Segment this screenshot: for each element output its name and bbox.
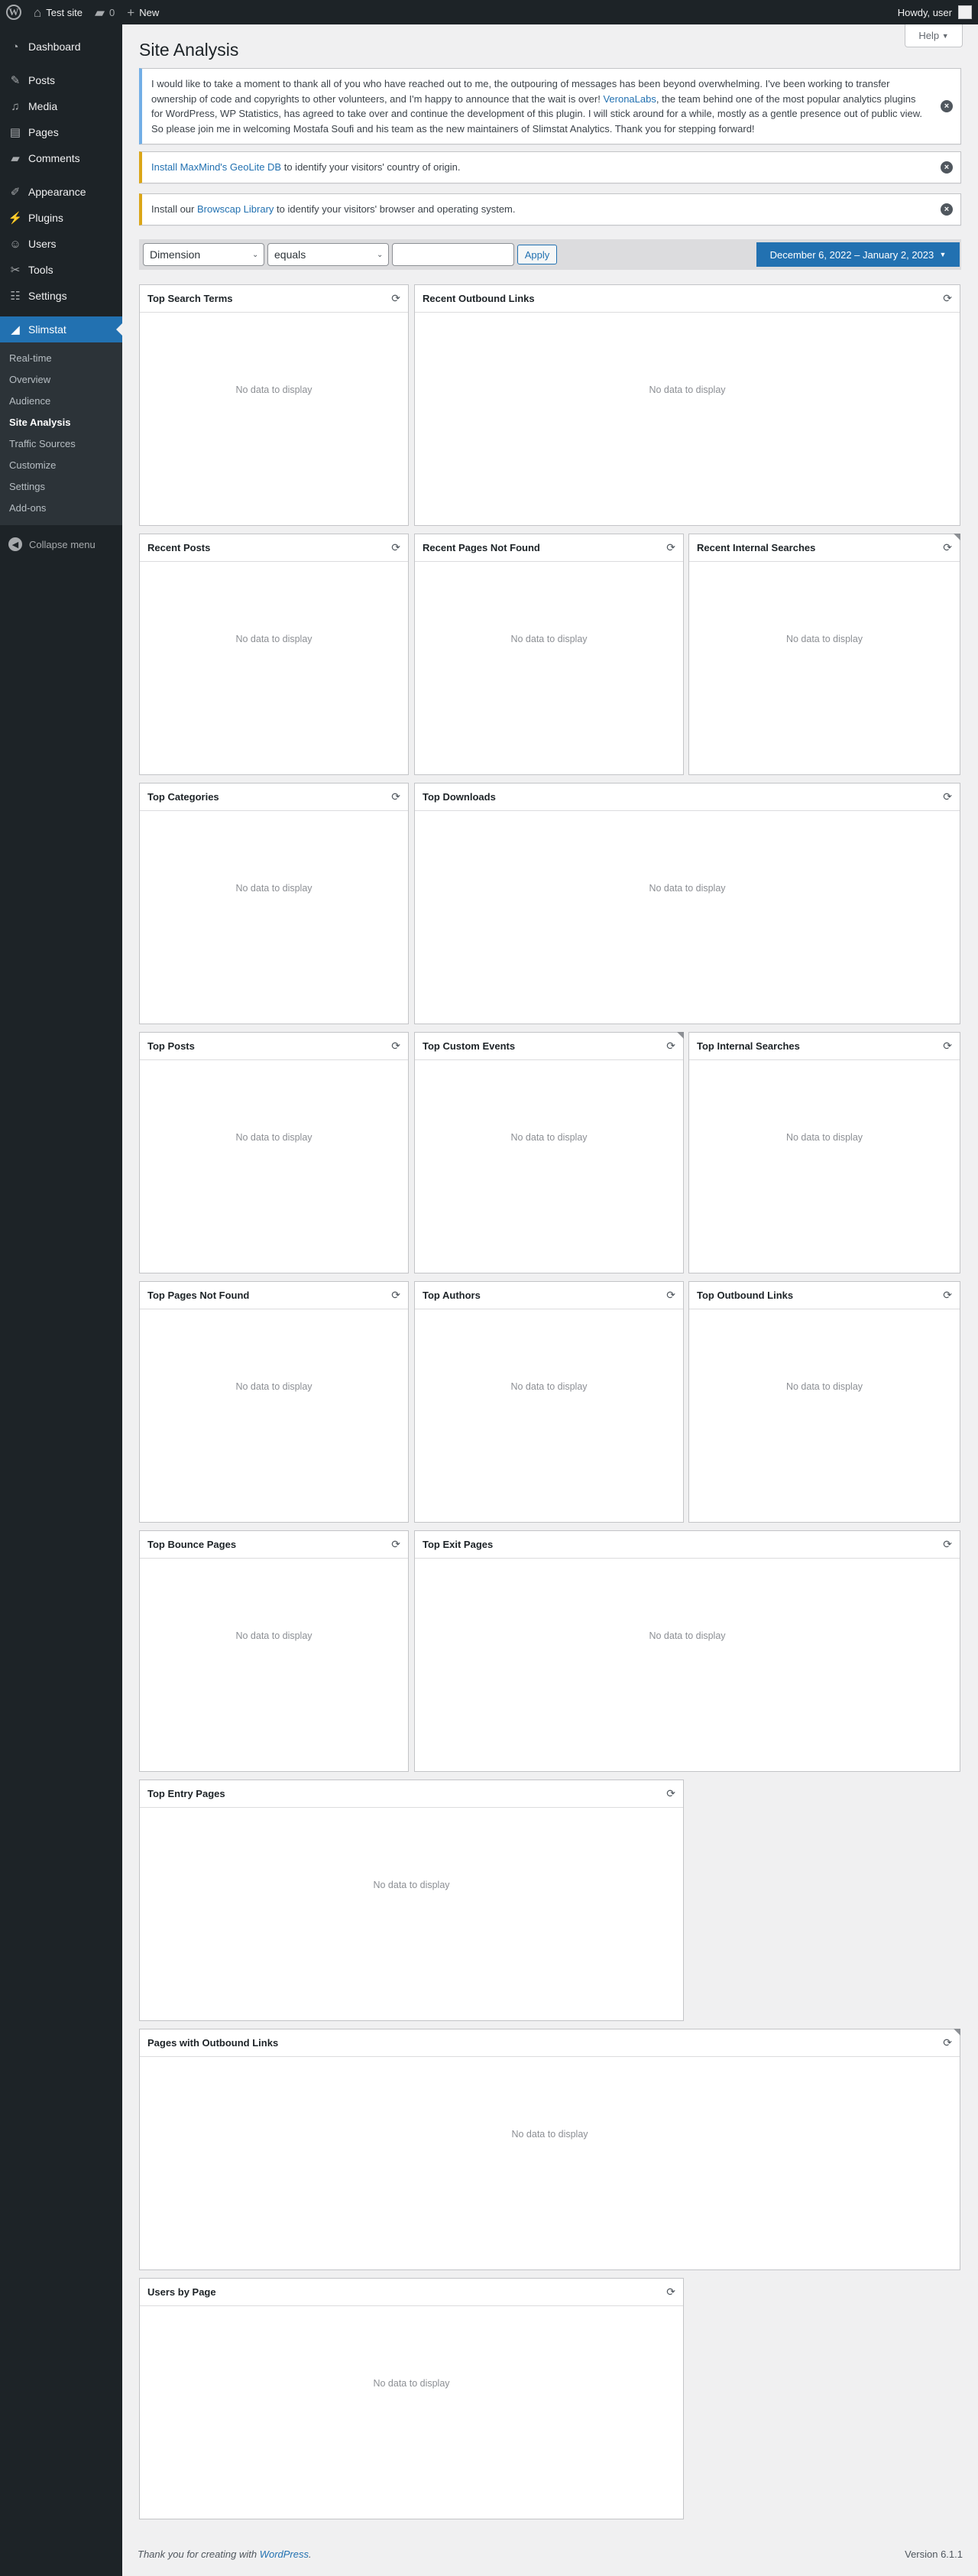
report-box bbox=[414, 1032, 684, 1273]
empty-message: No data to display bbox=[373, 2378, 450, 2389]
chart-icon: ◢ bbox=[11, 323, 20, 336]
refresh-icon[interactable]: ⟳ bbox=[943, 1538, 952, 1550]
notice-text: , the team behind one of the most popular analytics plugins for WordPress, WP Statistics, has agreed to take over and continue the development of this plugin. I will stick around for a while, mostly as a gentle presence out of public view. So please join me in welcoming Mostafa Soufi and his team as the new maintainers of Slimstat Analytics. Thank you for stepping forward! bbox=[151, 92, 922, 135]
empty-message: No data to display bbox=[235, 883, 313, 894]
box-title: Recent Outbound Links bbox=[415, 285, 960, 313]
box-title: Top Pages Not Found bbox=[140, 1282, 408, 1309]
box-title: Top Downloads bbox=[415, 784, 960, 811]
box-title: Recent Pages Not Found bbox=[415, 534, 683, 562]
submenu-item-settings[interactable]: Settings bbox=[9, 481, 45, 492]
box-title: Top Posts bbox=[140, 1033, 408, 1060]
refresh-icon[interactable]: ⟳ bbox=[391, 541, 400, 553]
box-title: Top Internal Searches bbox=[689, 1033, 960, 1060]
dismiss-icon[interactable]: × bbox=[941, 161, 953, 174]
report-box bbox=[139, 1281, 409, 1523]
box-title: Top Entry Pages bbox=[140, 1780, 683, 1808]
browscap-link[interactable]: Browscap Library bbox=[196, 203, 274, 215]
sidebar-item-label: Users bbox=[28, 238, 57, 250]
notice-text: I would like to take a moment to thank all of you who have reached out to me, the outpouring of messages has been beyond overwhelming. I've been working to transfer ownership of code and copyrights to other volunteers, and I'm happy to announce that the wait is over! bbox=[151, 78, 890, 105]
notice-text: to identify your visitors' browser and operating system. bbox=[274, 203, 516, 215]
browscap-notice bbox=[139, 193, 961, 225]
box-title: Top Categories bbox=[140, 784, 408, 811]
refresh-icon[interactable]: ⟳ bbox=[943, 1040, 952, 1052]
submenu-item-traffic-sources[interactable]: Traffic Sources bbox=[9, 438, 76, 449]
footer-text: . bbox=[309, 2548, 312, 2560]
refresh-icon[interactable]: ⟳ bbox=[391, 1538, 400, 1550]
submenu-item-real-time[interactable]: Real-time bbox=[9, 352, 52, 364]
refresh-icon[interactable]: ⟳ bbox=[666, 1289, 675, 1301]
date-range-label: December 6, 2022 – January 2, 2023 bbox=[769, 248, 934, 261]
sidebar-item-label: Media bbox=[28, 100, 58, 112]
avatar bbox=[958, 5, 972, 19]
page-title: Site Analysis bbox=[139, 40, 239, 60]
home-icon: ⌂ bbox=[34, 5, 42, 20]
sidebar-item-appearance[interactable] bbox=[0, 179, 122, 205]
notice-text: Install our bbox=[151, 203, 197, 215]
comments-link[interactable] bbox=[89, 0, 121, 24]
new-content-link[interactable] bbox=[121, 0, 165, 24]
main-content bbox=[122, 24, 978, 2576]
sidebar-item-label: Settings bbox=[28, 290, 67, 302]
empty-message: No data to display bbox=[510, 634, 588, 644]
submenu-item-audience[interactable]: Audience bbox=[9, 395, 51, 407]
sidebar-item-comments[interactable] bbox=[0, 145, 122, 171]
chevron-down-icon: ▼ bbox=[941, 31, 949, 40]
refresh-icon[interactable]: ⟳ bbox=[943, 790, 952, 803]
submenu-item-site-analysis[interactable]: Site Analysis bbox=[9, 417, 71, 428]
refresh-icon[interactable]: ⟳ bbox=[666, 2286, 675, 2298]
sidebar-item-settings[interactable] bbox=[0, 283, 122, 309]
comment-icon: ▰ bbox=[94, 5, 105, 20]
box-title: Top Search Terms bbox=[140, 285, 408, 313]
chevron-down-icon: ▼ bbox=[939, 251, 947, 258]
box-title: Recent Internal Searches bbox=[689, 534, 960, 562]
report-box bbox=[139, 534, 409, 775]
report-box bbox=[139, 284, 409, 526]
sidebar-item-label: Slimstat bbox=[28, 323, 66, 336]
empty-message: No data to display bbox=[235, 1630, 313, 1641]
empty-message: No data to display bbox=[235, 634, 313, 644]
sidebar-item-media[interactable] bbox=[0, 93, 122, 119]
site-name-link[interactable] bbox=[28, 0, 89, 24]
refresh-icon[interactable]: ⟳ bbox=[666, 541, 675, 553]
refresh-icon[interactable]: ⟳ bbox=[943, 541, 952, 553]
admin-sidebar bbox=[0, 24, 122, 2576]
sidebar-item-plugins[interactable] bbox=[0, 205, 122, 231]
refresh-icon[interactable]: ⟳ bbox=[391, 1040, 400, 1052]
collapse-menu-button[interactable] bbox=[0, 531, 122, 557]
footer-thanks bbox=[138, 2548, 312, 2560]
box-title: Pages with Outbound Links bbox=[140, 2029, 960, 2057]
report-box bbox=[139, 1530, 409, 1772]
refresh-icon[interactable]: ⟳ bbox=[943, 292, 952, 304]
sidebar-item-dashboard[interactable] bbox=[0, 34, 122, 60]
submenu-item-overview[interactable]: Overview bbox=[9, 374, 51, 385]
sidebar-item-label: Posts bbox=[28, 74, 56, 86]
help-tab-button[interactable] bbox=[905, 24, 963, 47]
refresh-icon[interactable]: ⟳ bbox=[666, 1040, 675, 1052]
new-label: New bbox=[139, 6, 160, 18]
report-box bbox=[414, 1281, 684, 1523]
brush-icon: ✐ bbox=[10, 185, 21, 199]
refresh-icon[interactable]: ⟳ bbox=[391, 1289, 400, 1301]
resize-corner[interactable] bbox=[677, 1032, 684, 1039]
empty-message: No data to display bbox=[649, 384, 726, 395]
empty-message: No data to display bbox=[235, 1132, 313, 1143]
notice-text: to identify your visitors' country of origin. bbox=[281, 161, 461, 173]
slimstat-submenu bbox=[0, 342, 122, 525]
howdy-label: Howdy, user bbox=[897, 6, 952, 18]
empty-message: No data to display bbox=[235, 384, 313, 395]
sidebar-item-tools[interactable] bbox=[0, 257, 122, 283]
report-box bbox=[139, 1780, 684, 2021]
box-title: Users by Page bbox=[140, 2279, 683, 2306]
settings-icon: ☷ bbox=[10, 289, 21, 303]
comments-count: 0 bbox=[109, 6, 115, 18]
date-range-button[interactable] bbox=[756, 242, 960, 267]
collapse-label: Collapse menu bbox=[29, 538, 96, 550]
my-account-link[interactable] bbox=[892, 0, 978, 24]
footer-text: Thank you for creating with bbox=[138, 2548, 260, 2560]
sidebar-item-posts[interactable] bbox=[0, 67, 122, 93]
box-title: Top Custom Events bbox=[415, 1033, 683, 1060]
empty-message: No data to display bbox=[785, 1381, 863, 1392]
dashboard-icon: ◔ bbox=[11, 40, 19, 54]
site-name-label: Test site bbox=[46, 6, 83, 18]
sidebar-item-label: Appearance bbox=[28, 186, 86, 198]
wordpress-logo-button[interactable] bbox=[0, 0, 28, 24]
submenu-item-customize[interactable]: Customize bbox=[9, 459, 57, 471]
sidebar-item-label: Tools bbox=[28, 264, 53, 276]
refresh-icon[interactable]: ⟳ bbox=[943, 1289, 952, 1301]
resize-corner[interactable] bbox=[954, 2029, 960, 2036]
empty-message: No data to display bbox=[649, 1630, 726, 1641]
sidebar-item-label: Pages bbox=[28, 126, 59, 138]
box-title: Top Bounce Pages bbox=[140, 1531, 408, 1559]
empty-message: No data to display bbox=[510, 1132, 588, 1143]
sidebar-item-label: Plugins bbox=[28, 212, 63, 224]
dismiss-icon[interactable]: × bbox=[941, 100, 953, 112]
comments-icon: ▰ bbox=[11, 151, 20, 165]
report-box bbox=[139, 2029, 960, 2270]
empty-message: No data to display bbox=[649, 883, 726, 894]
report-box bbox=[414, 1530, 960, 1772]
box-title: Recent Posts bbox=[140, 534, 408, 562]
sidebar-item-users[interactable] bbox=[0, 231, 122, 257]
sidebar-item-slimstat[interactable] bbox=[0, 316, 122, 342]
chevron-down-icon: ⌄ bbox=[252, 251, 259, 259]
report-box bbox=[139, 2278, 684, 2519]
wordpress-logo-icon: W bbox=[6, 5, 21, 20]
report-box bbox=[414, 534, 684, 775]
report-box bbox=[414, 783, 960, 1024]
veronalabs-link[interactable]: VeronaLabs bbox=[603, 92, 656, 105]
sidebar-item-label: Comments bbox=[28, 152, 80, 164]
refresh-icon[interactable]: ⟳ bbox=[666, 1787, 675, 1799]
pages-icon: ▤ bbox=[9, 125, 21, 139]
empty-message: No data to display bbox=[785, 1132, 863, 1143]
refresh-icon[interactable]: ⟳ bbox=[391, 292, 400, 304]
empty-message: No data to display bbox=[235, 1381, 313, 1392]
empty-message: No data to display bbox=[510, 1381, 588, 1392]
users-icon: ☺ bbox=[9, 237, 21, 251]
report-box bbox=[139, 783, 409, 1024]
operator-select[interactable] bbox=[267, 243, 389, 266]
report-box bbox=[688, 1281, 960, 1523]
filter-value-input[interactable] bbox=[392, 243, 514, 266]
box-title: Top Authors bbox=[415, 1282, 683, 1309]
geolite-link[interactable]: Install MaxMind's GeoLite DB bbox=[151, 161, 282, 173]
report-box bbox=[688, 1032, 960, 1273]
empty-message: No data to display bbox=[373, 1880, 450, 1890]
pin-icon: ✎ bbox=[10, 73, 21, 87]
filter-bar bbox=[139, 239, 961, 270]
admin-bar bbox=[0, 0, 978, 24]
thank-you-notice bbox=[139, 68, 961, 144]
refresh-icon[interactable]: ⟳ bbox=[391, 790, 400, 803]
version-label: Version 6.1.1 bbox=[905, 2548, 963, 2560]
collapse-icon: ◀ bbox=[8, 537, 22, 551]
media-icon: ♫ bbox=[11, 99, 20, 113]
help-label: Help bbox=[918, 30, 940, 41]
plug-icon: ⚡ bbox=[8, 211, 23, 225]
chevron-down-icon: ⌄ bbox=[377, 251, 384, 259]
resize-corner[interactable] bbox=[954, 534, 960, 540]
sidebar-item-label: Dashboard bbox=[28, 41, 81, 53]
refresh-icon[interactable]: ⟳ bbox=[943, 2036, 952, 2049]
admin-footer bbox=[138, 2548, 963, 2560]
wordpress-link[interactable]: WordPress bbox=[259, 2548, 309, 2560]
dismiss-icon[interactable]: × bbox=[941, 203, 953, 216]
empty-message: No data to display bbox=[511, 2129, 588, 2140]
dimension-select[interactable] bbox=[143, 243, 264, 266]
sidebar-item-pages[interactable] bbox=[0, 119, 122, 145]
report-box bbox=[688, 534, 960, 775]
report-box bbox=[414, 284, 960, 526]
empty-message: No data to display bbox=[785, 634, 863, 644]
wrench-icon: ✂ bbox=[10, 263, 21, 277]
box-title: Top Outbound Links bbox=[689, 1282, 960, 1309]
report-box bbox=[139, 1032, 409, 1273]
submenu-item-add-ons[interactable]: Add-ons bbox=[9, 502, 47, 514]
geolite-notice bbox=[139, 151, 961, 183]
apply-button[interactable]: Apply bbox=[517, 245, 557, 264]
box-title: Top Exit Pages bbox=[415, 1531, 960, 1559]
plus-icon: + bbox=[127, 5, 135, 20]
